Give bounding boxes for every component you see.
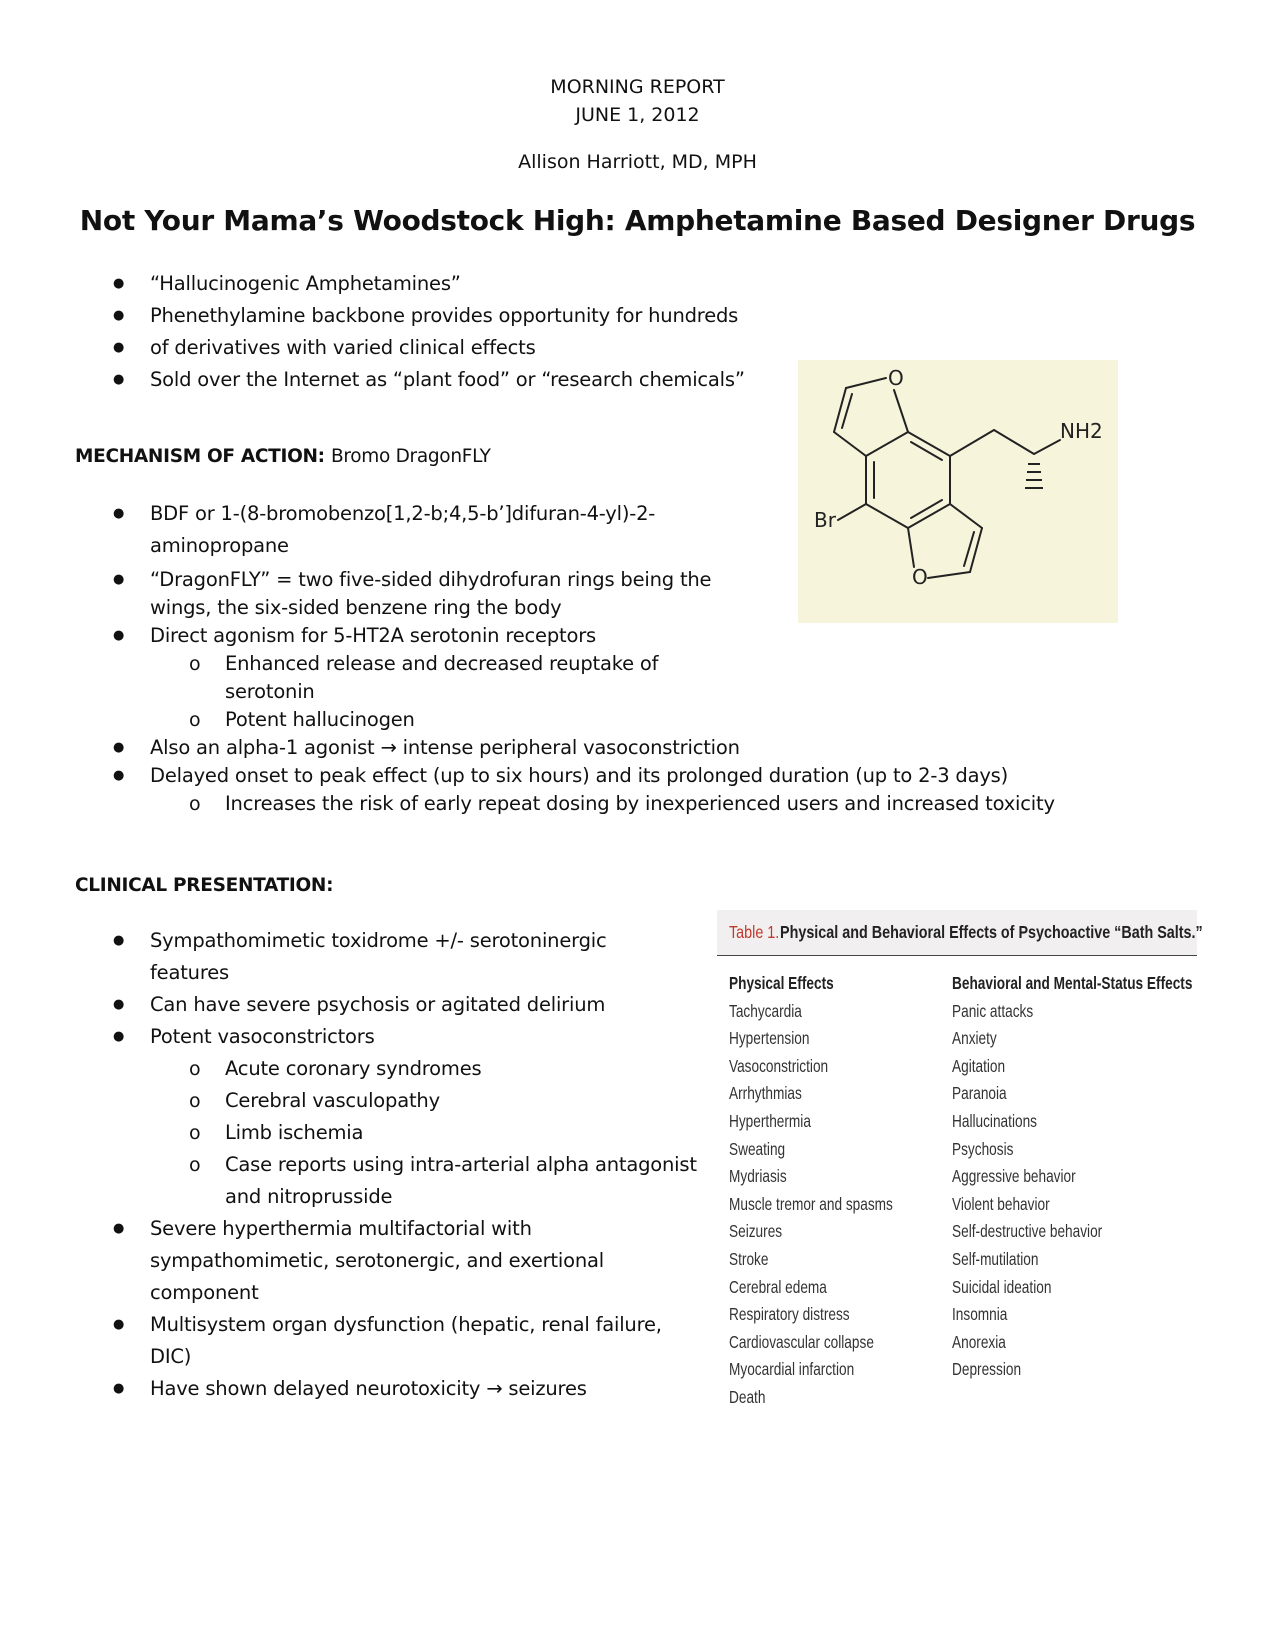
table-cell: Vasoconstriction [729,1055,829,1076]
list-subitem: o Cerebral vasculopathy [75,1085,715,1117]
molecule-label-nh2: NH2 [1060,419,1103,443]
list-item-continuation: DIC) [150,1345,192,1368]
list-item: ● Sold over the Internet as “plant food” or “research chemicals” [75,364,775,396]
table-cell: Tachycardia [729,1000,802,1021]
list-item: ● “DragonFLY” = two five-sided dihydrofuran rings being the [75,566,1075,594]
list-subitem: o Potent hallucinogen [75,706,1075,734]
list-item: ● “Hallucinogenic Amphetamines” [75,268,775,300]
table-header-physical: Physical Effects [729,973,834,993]
molecule-label-o-top: O [888,366,904,390]
list-item: ● Also an alpha-1 agonist → intense peripheral vasoconstriction [75,734,1075,762]
list-item: ● Potent vasoconstrictors [75,1021,715,1053]
list-item-continuation: wings, the six-sided benzene ring the body [150,596,562,619]
list-item-continuation: sympathomimetic, serotonergic, and exertional [150,1249,604,1272]
list-item: ● Sympathomimetic toxidrome +/- serotoninergic [75,925,715,957]
list-item: ● Can have severe psychosis or agitated delirium [75,989,715,1021]
table-cell: Sweating [729,1138,786,1159]
list-item: ● Phenethylamine backbone provides opportunity for hundreds [75,300,775,332]
page-title: Not Your Mama’s Woodstock High: Amphetamine Based Designer Drugs [79,204,1196,237]
list-item-continuation [75,332,775,364]
table-cell: Death [729,1386,766,1407]
list-item-continuation: features [150,961,229,984]
table-cell: Aggressive behavior [952,1166,1076,1187]
report-author: Allison Harriott, MD, MPH [518,151,757,173]
table-cell: Agitation [952,1055,1006,1076]
list-item: ● BDF or 1-(8-bromobenzo[1,2-b;4,5-b’]difuran-4-yl)-2- [75,498,1075,530]
list-item: ● Have shown delayed neurotoxicity → seizures [75,1373,715,1405]
list-item: ● Direct agonism for 5-HT2A serotonin receptors [75,622,1075,650]
mechanism-heading-label: MECHANISM OF ACTION: [75,446,325,467]
table-cell: Depression [952,1359,1022,1380]
list-subitem: o Case reports using intra-arterial alpha antagonist [75,1149,715,1181]
table-cell: Hyperthermia [729,1110,811,1131]
table-header-behavioral: Behavioral and Mental-Status Effects [952,973,1193,993]
table-cell: Self-mutilation [952,1248,1039,1269]
list-subitem-continuation: serotonin [225,680,315,703]
table-cell: Suicidal ideation [952,1276,1052,1297]
list-subitem: o Enhanced release and decreased reuptake of [75,650,1075,678]
table-caption [717,910,1203,956]
table-cell: Insomnia [952,1304,1008,1325]
table-cell: Respiratory distress [729,1304,850,1325]
mechanism-heading [75,446,491,467]
list-item: ● Multisystem organ dysfunction (hepatic, renal failure, [75,1309,715,1341]
table-cell: Hypertension [729,1028,810,1049]
table-cell: Violent behavior [952,1193,1050,1214]
molecule-label-o-bottom: O [912,565,928,589]
intro-list [75,268,775,396]
list-subitem: o Limb ischemia [75,1117,715,1149]
table-cell: Muscle tremor and spasms [729,1193,893,1214]
table-cell: Anorexia [952,1331,1006,1352]
mechanism-heading-drug: Bromo DragonFLY [330,446,491,467]
table-cell: Self-destructive behavior [952,1221,1103,1242]
molecule-diagram [798,360,1118,623]
table-column-behavioral [952,970,1260,1384]
molecule-label-br: Br [814,508,836,532]
table-cell: Mydriasis [729,1166,787,1187]
table-cell: Myocardial infarction [729,1359,855,1380]
list-item-text: of derivatives with varied clinical effects [150,336,536,359]
table-cell: Arrhythmias [729,1083,802,1104]
table-cell: Hallucinations [952,1110,1037,1131]
list-subitem-continuation: and nitroprusside [225,1185,393,1208]
table-cell: Seizures [729,1221,783,1242]
table-cell: Paranoia [952,1083,1007,1104]
list-item-continuation: component [150,1281,259,1304]
clinical-list [75,925,715,1405]
report-title: MORNING REPORT [550,76,725,98]
bath-salts-effects-table [717,910,1203,1407]
table-cell: Psychosis [952,1138,1014,1159]
table-cell: Stroke [729,1248,769,1269]
list-item: ● Delayed onset to peak effect (up to six hours) and its prolonged duration (up to 2-3 days) [75,762,1075,790]
table-column-physical [729,970,939,1412]
list-subitem: o Acute coronary syndromes [75,1053,715,1085]
table-cell: Cardiovascular collapse [729,1331,874,1352]
clinical-heading: CLINICAL PRESENTATION: [75,875,334,896]
list-subitem: o Increases the risk of early repeat dosing by inexperienced users and increased toxicity [75,790,1075,818]
table-cell: Cerebral edema [729,1276,827,1297]
bromo-dragonfly-structure [798,360,1118,623]
table-cell: Anxiety [952,1028,997,1049]
table-cell: Panic attacks [952,1000,1034,1021]
list-item: ● Severe hyperthermia multifactorial with [75,1213,715,1245]
table-caption-label: Table 1. [729,922,780,942]
report-date: JUNE 1, 2012 [575,104,700,126]
table-caption-text: Physical and Behavioral Effects of Psychoactive “Bath Salts.” [780,922,1203,942]
list-item-continuation: aminopropane [150,534,289,557]
